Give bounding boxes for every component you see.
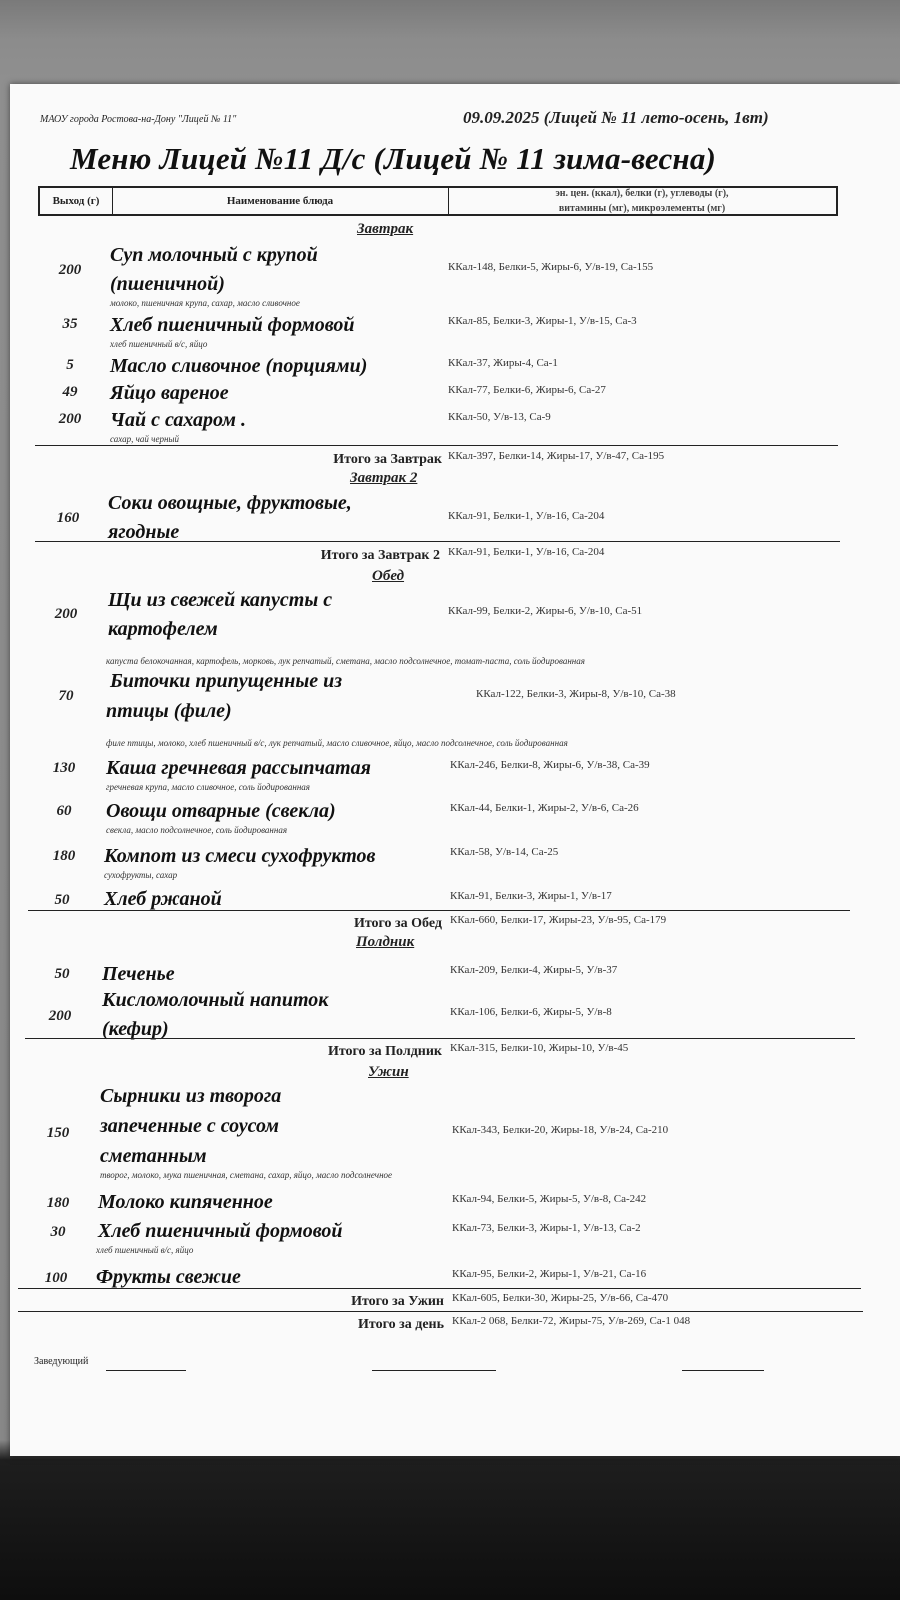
dish-ingredients: сахар, чай черный [110, 434, 180, 444]
section-divider [35, 541, 840, 542]
table-header [38, 186, 838, 216]
dish-ingredients: хлеб пшеничный в/с, яйцо [96, 1245, 194, 1255]
dish-nutrition: ККал-209, Белки-4, Жиры-5, У/в-37 [450, 964, 618, 976]
dish-nutrition: ККал-122, Белки-3, Жиры-8, У/в-10, Са-38 [476, 688, 676, 700]
nutrition-header-line2: витамины (мг), микроэлементы (мг) [558, 203, 726, 214]
item-qty: 30 [50, 1224, 66, 1240]
item-qty: 5 [66, 357, 74, 373]
dish-name: Масло сливочное (порциями) [110, 355, 368, 377]
dish-ingredients: гречневая крупа, масло сливочное, соль йодированная [106, 782, 310, 792]
dish-name: Хлеб пшеничный формовой [110, 314, 355, 336]
dish-ingredients: свекла, масло подсолнечное, соль йодированная [106, 825, 288, 835]
total-label: Итого за Завтрак [333, 452, 442, 467]
dish-name: Овощи отварные (свекла) [106, 800, 336, 822]
item-qty: 50 [54, 892, 70, 908]
dish-name: Соки овощные, фруктовые, [108, 492, 352, 514]
dish-nutrition: ККал-58, У/в-14, Са-25 [450, 846, 559, 858]
dish-nutrition: ККал-148, Белки-5, Жиры-6, У/в-19, Са-155 [448, 261, 654, 273]
dish-name-cont: птицы (филе) [106, 700, 232, 722]
dish-name: Хлеб пшеничный формовой [98, 1220, 343, 1242]
dish-name: Кисломолочный напиток [102, 989, 329, 1011]
column-nutrition-header [448, 188, 836, 214]
dish-nutrition: ККал-44, Белки-1, Жиры-2, У/в-6, Са-26 [450, 802, 639, 814]
total-label: Итого за Полдник [327, 1044, 442, 1059]
item-qty: 49 [62, 384, 78, 400]
dish-name-cont: сметанным [100, 1145, 207, 1167]
item-qty: 35 [62, 316, 78, 332]
total-label: Итого за Завтрак 2 [320, 548, 440, 563]
meal-heading-lunch: Обед [372, 568, 405, 584]
dish-name-cont: (кефир) [102, 1018, 169, 1040]
nutrition-header-line1: эн. цен. (ккал), белки (г), углеводы (г), [555, 188, 729, 199]
dish-name: Компот из смеси сухофруктов [104, 845, 376, 867]
meal-heading-snack: Полдник [356, 934, 415, 950]
item-qty: 200 [54, 606, 78, 622]
column-qty-header: Выход (г) [40, 188, 113, 214]
item-qty: 200 [58, 262, 82, 278]
item-qty: 50 [54, 966, 70, 982]
dish-nutrition: ККал-106, Белки-6, Жиры-5, У/в-8 [450, 1006, 612, 1018]
meal-heading-dinner: Ужин [368, 1064, 409, 1080]
dish-name: Молоко кипяченное [98, 1191, 273, 1213]
item-qty: 130 [52, 760, 76, 776]
item-qty: 180 [46, 1195, 70, 1211]
item-qty: 150 [46, 1125, 70, 1141]
signature-line [372, 1370, 496, 1371]
section-divider [28, 910, 850, 911]
section-divider [25, 1038, 855, 1039]
menu-sheet [10, 84, 900, 1456]
item-qty: 200 [58, 411, 82, 427]
dish-nutrition: ККал-94, Белки-5, Жиры-5, У/в-8, Са-242 [452, 1193, 647, 1205]
dish-nutrition: ККал-343, Белки-20, Жиры-18, У/в-24, Са-210 [452, 1124, 669, 1136]
dish-name: Печенье [102, 963, 175, 985]
item-qty: 200 [48, 1008, 72, 1024]
dish-name: Хлеб ржаной [104, 888, 222, 910]
item-qty: 180 [52, 848, 76, 864]
day-total-label: Итого за день [358, 1317, 444, 1332]
section-divider [18, 1311, 863, 1312]
total-label: Итого за Обед [353, 916, 442, 931]
dish-name-cont: картофелем [108, 618, 218, 640]
column-name-header: Наименование блюда [112, 188, 449, 214]
menu-title: Меню Лицей №11 Д/с (Лицей № 11 зима-весна) [70, 141, 717, 176]
dish-ingredients: хлеб пшеничный в/с, яйцо [110, 339, 208, 349]
meal-heading-breakfast: Завтрак [357, 221, 414, 237]
dish-nutrition: ККал-91, Белки-3, Жиры-1, У/в-17 [450, 890, 612, 902]
dish-nutrition: ККал-77, Белки-6, Жиры-6, Са-27 [448, 384, 606, 396]
dish-name: Фрукты свежие [96, 1266, 241, 1288]
dish-name: Биточки припущенные из [110, 670, 343, 692]
dish-name-cont: ягодные [108, 521, 180, 543]
item-qty: 60 [56, 803, 72, 819]
dish-name: Каша гречневая рассыпчатая [106, 757, 371, 779]
day-total-value: ККал-2 068, Белки-72, Жиры-75, У/в-269, Са-1 048 [452, 1315, 691, 1327]
dish-ingredients: молоко, пшеничная крупа, сахар, масло сливочное [110, 298, 300, 308]
dish-name: Сырники из творога [100, 1085, 282, 1107]
total-value: ККал-397, Белки-14, Жиры-17, У/в-47, Са-195 [448, 450, 665, 462]
total-value: ККал-605, Белки-30, Жиры-25, У/в-66, Са-470 [452, 1292, 669, 1304]
dish-ingredients: сухофрукты, сахар [104, 870, 178, 880]
total-value: ККал-315, Белки-10, Жиры-10, У/в-45 [450, 1042, 629, 1054]
dish-nutrition: ККал-99, Белки-2, Жиры-6, У/в-10, Са-51 [448, 605, 643, 617]
total-value: ККал-91, Белки-1, У/в-16, Са-204 [448, 546, 605, 558]
organization-name: МАОУ города Ростова-на-Дону "Лицей № 11" [40, 114, 237, 125]
dish-ingredients: творог, молоко, мука пшеничная, сметана, сахар, яйцо, масло подсолнечное [100, 1170, 393, 1180]
dish-ingredients: капуста белокочанная, картофель, морковь, лук репчатый, сметана, масло подсолнечное, томат-паста, соль йодированная [106, 656, 585, 666]
signature-line [106, 1370, 186, 1371]
dish-name: Суп молочный с крупой [110, 244, 318, 266]
dish-name-cont: запеченные с соусом [100, 1115, 279, 1137]
total-label: Итого за Ужин [351, 1294, 444, 1309]
section-divider [18, 1288, 861, 1289]
manager-label: Заведующий [34, 1356, 89, 1367]
meal-heading-breakfast2: Завтрак 2 [350, 470, 418, 486]
dish-nutrition: ККал-73, Белки-3, Жиры-1, У/в-13, Са-2 [452, 1222, 641, 1234]
dish-nutrition: ККал-91, Белки-1, У/в-16, Са-204 [448, 510, 605, 522]
total-value: ККал-660, Белки-17, Жиры-23, У/в-95, Са-179 [450, 914, 667, 926]
item-qty: 100 [44, 1270, 68, 1286]
menu-date: 09.09.2025 (Лицей № 11 лето-осень, 1вт) [463, 108, 769, 127]
dish-ingredients: филе птицы, молоко, хлеб пшеничный в/с, лук репчатый, масло сливочное, яйцо, масло подсолнечное, соль йодированная [106, 738, 568, 748]
dish-nutrition: ККал-50, У/в-13, Са-9 [448, 411, 551, 423]
dish-nutrition: ККал-85, Белки-3, Жиры-1, У/в-15, Са-3 [448, 315, 637, 327]
dish-nutrition: ККал-95, Белки-2, Жиры-1, У/в-21, Са-16 [452, 1268, 647, 1280]
dish-name: Яйцо вареное [110, 382, 229, 404]
dish-name-cont: (пшеничной) [110, 273, 225, 295]
dish-name: Щи из свежей капусты с [108, 589, 333, 611]
signature-line [682, 1370, 764, 1371]
dish-nutrition: ККал-246, Белки-8, Жиры-6, У/в-38, Са-39 [450, 759, 650, 771]
dish-nutrition: ККал-37, Жиры-4, Са-1 [448, 357, 558, 369]
item-qty: 70 [58, 688, 74, 704]
section-divider [35, 445, 838, 446]
item-qty: 160 [56, 510, 80, 526]
dish-name: Чай с сахаром . [110, 409, 246, 431]
